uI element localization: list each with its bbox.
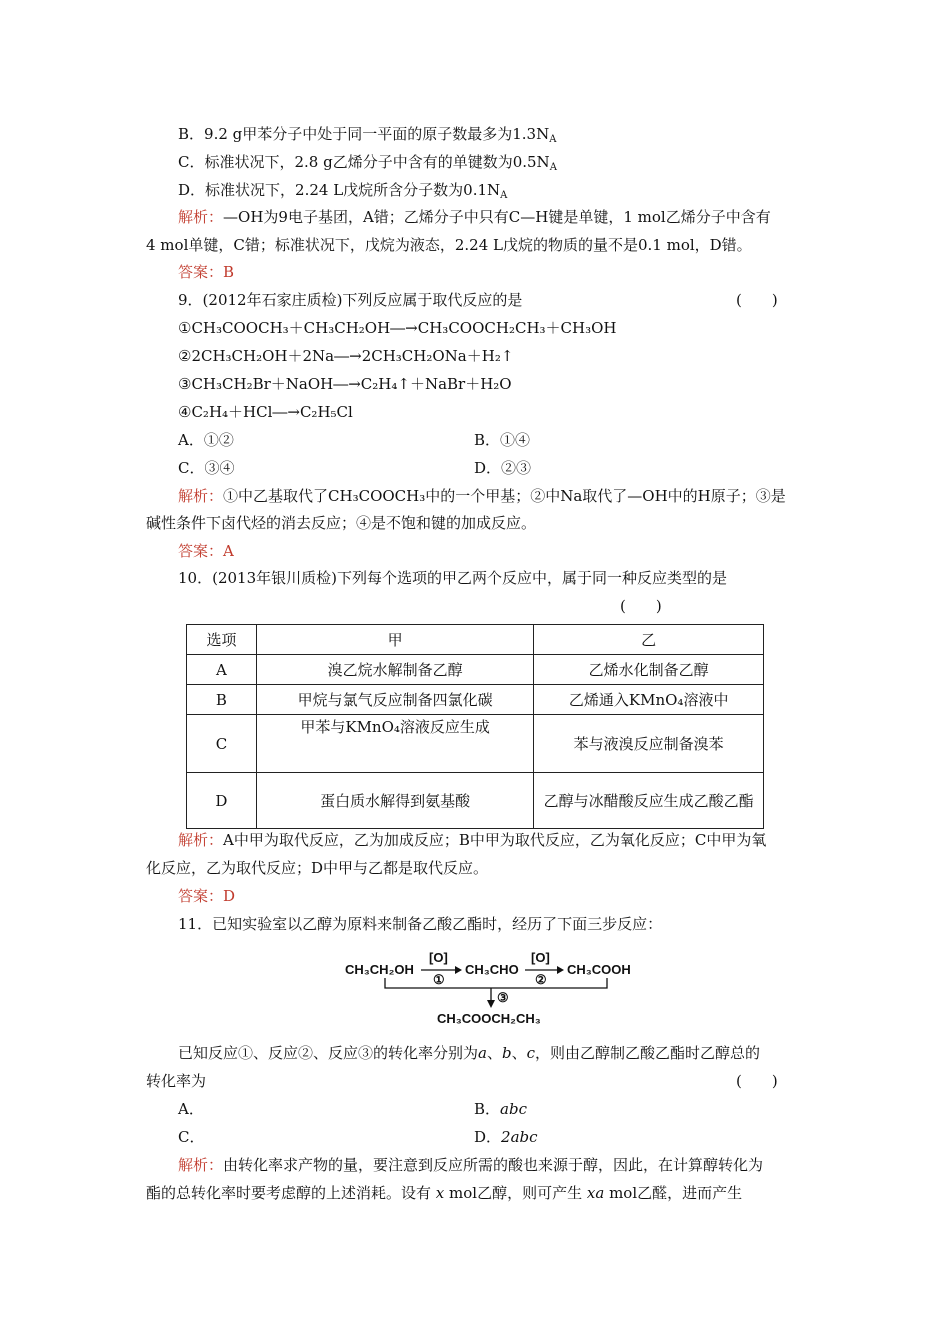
q9-option-d: D．②③ bbox=[474, 459, 532, 477]
q9-reaction-3: ③CH₃CH₂Br＋NaOH―→C₂H₄↑＋NaBr＋H₂O bbox=[178, 375, 512, 393]
q11-option-a: A． bbox=[178, 1100, 204, 1118]
table-row bbox=[187, 773, 764, 829]
q11-analysis-line2: 酯的总转化率时要考虑醇的上述消耗。设有 x mol乙醇，则可产生 xa mol乙醛，进而产生 bbox=[146, 1184, 743, 1202]
q8-option-b: B．9.2 g甲苯分子中处于同一平面的原子数最多为$1.3N_A$ bbox=[178, 125, 557, 145]
table-cell: D bbox=[187, 773, 257, 829]
table-row bbox=[187, 655, 764, 685]
q10-analysis-line1: 解析：A中甲为取代反应，乙为加成反应；B中甲为取代反应，乙为氧化反应；C中甲为氧 bbox=[178, 831, 767, 849]
q9-answer: 答案：A bbox=[178, 542, 234, 560]
q11-option-d: D．2abc bbox=[474, 1128, 538, 1146]
q11-reaction-scheme bbox=[345, 950, 645, 1034]
q10-stem: 10．(2013年银川质检)下列每个选项的甲乙两个反应中，属于同一种反应类型的是 bbox=[178, 569, 727, 587]
q11-text-line2: 转化率为 bbox=[146, 1072, 207, 1090]
table-cell: 甲烷与氯气反应制备四氯化碳 bbox=[256, 685, 533, 715]
scheme-step-3: ③ bbox=[497, 990, 509, 1005]
table-row bbox=[187, 715, 764, 773]
q9-stem: 9．(2012年石家庄质检)下列反应属于取代反应的是 bbox=[178, 291, 523, 309]
q11-text-line1: 已知反应①、反应②、反应③的转化率分别为a、b、c，则由乙醇制乙酸乙酯时乙醇总的 bbox=[178, 1044, 761, 1062]
scheme-acetaldehyde: CH₃CHO bbox=[465, 962, 519, 977]
q11-stem: 11．已知实验室以乙醇为原料来制备乙酸乙酯时，经历了下面三步反应： bbox=[178, 915, 663, 933]
table-cell: 乙烯通入KMnO₄溶液中 bbox=[534, 685, 764, 715]
q9-reaction-1: ①CH₃COOCH₃＋CH₃CH₂OH―→CH₃COOCH₂CH₃＋CH₃OH bbox=[178, 319, 617, 337]
table-cell: 蛋白质水解得到氨基酸 bbox=[256, 773, 533, 829]
table-cell: 溴乙烷水解制备乙醇 bbox=[256, 655, 533, 685]
table-cell: B bbox=[187, 685, 257, 715]
table-cell: A bbox=[187, 655, 257, 685]
q9-analysis-line2: 碱性条件下卤代烃的消去反应；④是不饱和键的加成反应。 bbox=[146, 514, 537, 532]
scheme-ethanol: CH₃CH₂OH bbox=[345, 962, 414, 977]
table-cell: 乙醇与冰醋酸反应生成乙酸乙酯 bbox=[534, 773, 764, 829]
q8-option-d: D．标准状况下，2.24 L戊烷所含分子数为$0.1N_A$ bbox=[178, 181, 508, 201]
scheme-ethyl-acetate: CH₃COOCH₂CH₃ bbox=[437, 1011, 541, 1026]
q8-answer: 答案：B bbox=[178, 263, 235, 281]
scheme-acetic-acid: CH₃COOH bbox=[567, 962, 631, 977]
q10-answer: 答案：D bbox=[178, 887, 236, 905]
q8-analysis-line1: 解析：—OH为9电子基团，A错；乙烯分子中只有C—H键是单键，1 mol乙烯分子中含有 bbox=[178, 208, 771, 226]
table-cell: 乙烯水化制备乙醇 bbox=[534, 655, 764, 685]
scheme-step-1: ① bbox=[433, 972, 445, 987]
q9-answer-bracket: ( ) bbox=[736, 291, 778, 309]
q11-option-c: C． bbox=[178, 1128, 205, 1146]
scheme-condition-2: [O] bbox=[531, 950, 550, 965]
table-row bbox=[187, 685, 764, 715]
table-header-cell: 乙 bbox=[534, 625, 764, 655]
q11-option-b: B．abc bbox=[474, 1100, 527, 1118]
q9-option-c: C．③④ bbox=[178, 459, 235, 477]
q10-analysis-line2: 化反应，乙为取代反应；D中甲与乙都是取代反应。 bbox=[146, 859, 489, 877]
table-header-cell: 选项 bbox=[187, 625, 257, 655]
q9-reaction-4: ④C₂H₄＋HCl―→C₂H₅Cl bbox=[178, 403, 353, 421]
q8-analysis-line2: 4 mol单键，C错；标准状况下，戊烷为液态，2.24 L戊烷的物质的量不是0.1 mol，D错。 bbox=[146, 236, 752, 254]
q9-option-b: B．①④ bbox=[474, 431, 531, 449]
scheme-step-2: ② bbox=[535, 972, 547, 987]
scheme-condition-1: [O] bbox=[429, 950, 448, 965]
table-header-row bbox=[187, 625, 764, 655]
q11-answer-bracket: ( ) bbox=[736, 1072, 778, 1090]
q10-options-table bbox=[186, 624, 764, 829]
table-cell: 苯与液溴反应制备溴苯 bbox=[534, 715, 764, 773]
table-cell: 甲苯与KMnO₄溶液反应生成 bbox=[256, 715, 533, 773]
q10-answer-bracket: ( ) bbox=[620, 597, 662, 615]
q9-analysis-line1: 解析：①中乙基取代了CH₃COOCH₃中的一个甲基；②中Na取代了—OH中的H原子；③是 bbox=[178, 487, 786, 505]
table-header-cell: 甲 bbox=[256, 625, 533, 655]
q9-option-a: A．①② bbox=[178, 431, 234, 449]
q11-analysis-line1: 解析：由转化率求产物的量，要注意到反应所需的酸也来源于醇，因此，在计算醇转化为 bbox=[178, 1156, 764, 1174]
q9-reaction-2: ②2CH₃CH₂OH＋2Na―→2CH₃CH₂ONa＋H₂↑ bbox=[178, 347, 514, 365]
table-cell: C bbox=[187, 715, 257, 773]
q8-option-c: C．标准状况下，2.8 g乙烯分子中含有的单键数为$0.5N_A$ bbox=[178, 153, 557, 173]
